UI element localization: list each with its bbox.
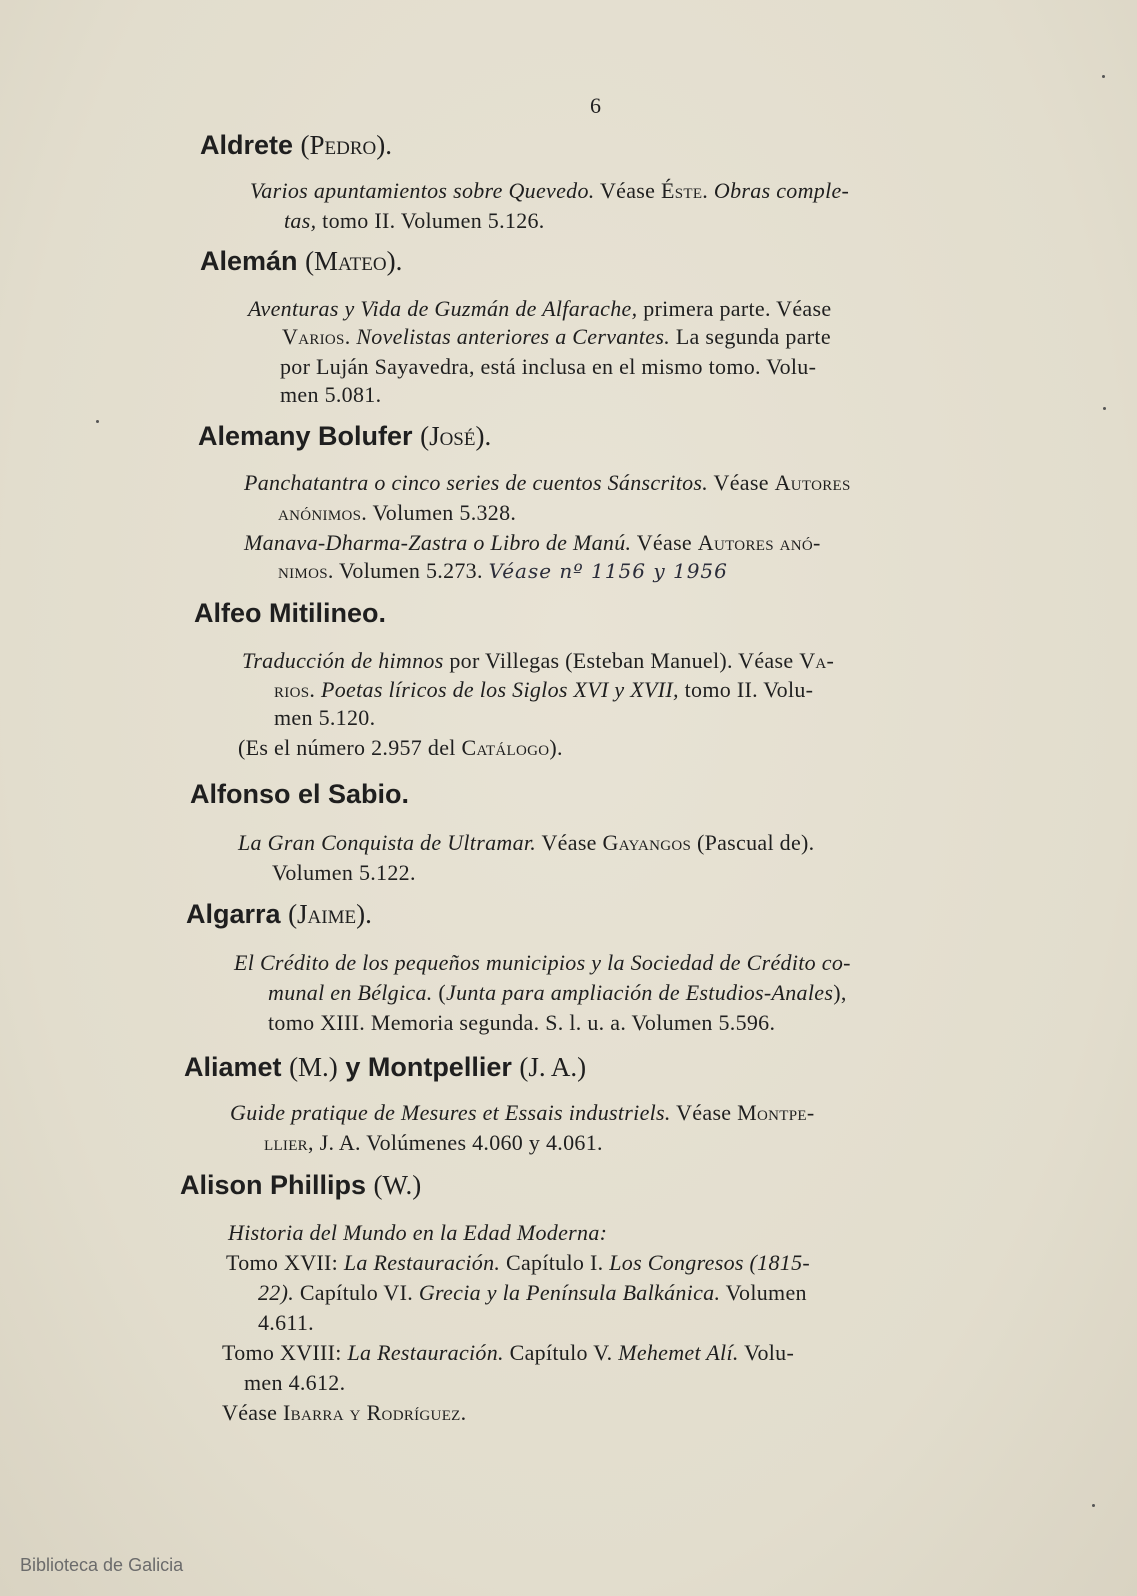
entry-line: Varios. Novelistas anteriores a Cervantes. La segunda parte [282,324,831,349]
entry-line: rios. Poetas líricos de los Siglos XVI y XVII, tomo II. Volu- [274,677,814,702]
given-name: (W.) [373,1170,422,1200]
entry-line: tas, tomo II. Volumen 5.126. [284,208,545,233]
entry-heading-alfeo-mitilineo [194,598,386,629]
entry-line: El Crédito de los pequeños municipios y la Sociedad de Crédito co- [234,950,851,975]
scan-speck [96,420,99,423]
entry-line: 4.611. [258,1310,314,1335]
entry-line: (Es el número 2.957 del Catálogo). [238,735,563,760]
entry-line: men 5.120. [274,705,376,730]
entry-line: Volumen 5.122. [272,860,416,885]
entry-heading-alemany-bolufer [198,421,491,452]
given-name: (Pedro). [300,130,393,160]
entry-line: nimos. Volumen 5.273. Véase nº 1156 y 1956 [278,558,728,583]
given-name-2: (J. A.) [519,1052,587,1082]
surname: Alfonso el Sabio. [190,779,410,809]
entry-heading-aldrete [200,130,392,161]
entry-heading-alfonso-el-sabio [190,779,409,810]
entry-line: Panchatantra o cinco series de cuentos Sánscritos. Véase Autores [244,470,851,495]
given-name: (Jaime). [288,899,372,929]
entry-heading-aliamet-montpellier [184,1052,586,1083]
entry-line: anónimos. Volumen 5.328. [278,500,517,525]
entry-line: tomo XIII. Memoria segunda. S. l. u. a. Volumen 5.596. [268,1010,776,1035]
entry-heading-aleman [200,246,402,277]
entry-heading-algarra [186,899,372,930]
given-name: (José). [420,421,492,451]
scan-speck [1102,75,1105,78]
surname: Alemán [200,246,298,276]
entry-line: Varios apuntamientos sobre Quevedo. Véase Éste. Obras comple- [250,178,850,203]
surname-2: y Montpellier [345,1052,512,1082]
handwritten-note: Véase nº 1156 y 1956 [488,559,728,583]
entry-line: Traducción de himnos por Villegas (Esteban Manuel). Véase Va- [242,648,835,673]
entry-line: Manava-Dharma-Zastra o Libro de Manú. Véase Autores anó- [244,530,821,555]
library-watermark: Biblioteca de Galicia [20,1555,184,1575]
entry-line: Tomo XVII: La Restauración. Capítulo I. Los Congresos (1815- [226,1250,810,1275]
surname: Alison Phillips [180,1170,367,1200]
entry-line: 22). Capítulo VI. Grecia y la Península Balkánica. Volumen [258,1280,807,1305]
entry-line: La Gran Conquista de Ultramar. Véase Gayangos (Pascual de). [238,830,815,855]
entry-line: Historia del Mundo en la Edad Moderna: [228,1220,608,1245]
entry-line: men 5.081. [280,382,382,407]
given-name: (M.) [289,1052,338,1082]
entry-line: munal en Bélgica. (Junta para ampliación de Estudios-Anales), [268,980,847,1005]
entry-line: men 4.612. [244,1370,346,1395]
scan-speck [1092,1504,1095,1507]
surname: Aliamet [184,1052,282,1082]
page-number: 6 [590,93,601,118]
surname: Alfeo Mitilineo. [194,598,386,628]
surname: Alemany Bolufer [198,421,413,451]
scan-speck [1103,407,1106,410]
entry-line: llier, J. A. Volúmenes 4.060 y 4.061. [264,1130,603,1155]
surname: Aldrete [200,130,294,160]
entry-line: por Luján Sayavedra, está inclusa en el mismo tomo. Volu- [280,354,817,379]
entry-line: Véase Ibarra y Rodríguez. [222,1400,467,1425]
entry-line: Aventuras y Vida de Guzmán de Alfarache, primera parte. Véase [248,296,832,321]
entry-line: Tomo XVIII: La Restauración. Capítulo V. Mehemet Alí. Volu- [222,1340,795,1365]
entry-heading-alison-phillips [180,1170,421,1201]
given-name: (Mateo). [305,246,403,276]
entry-line: Guide pratique de Mesures et Essais industriels. Véase Montpe- [230,1100,815,1125]
surname: Algarra [186,899,281,929]
